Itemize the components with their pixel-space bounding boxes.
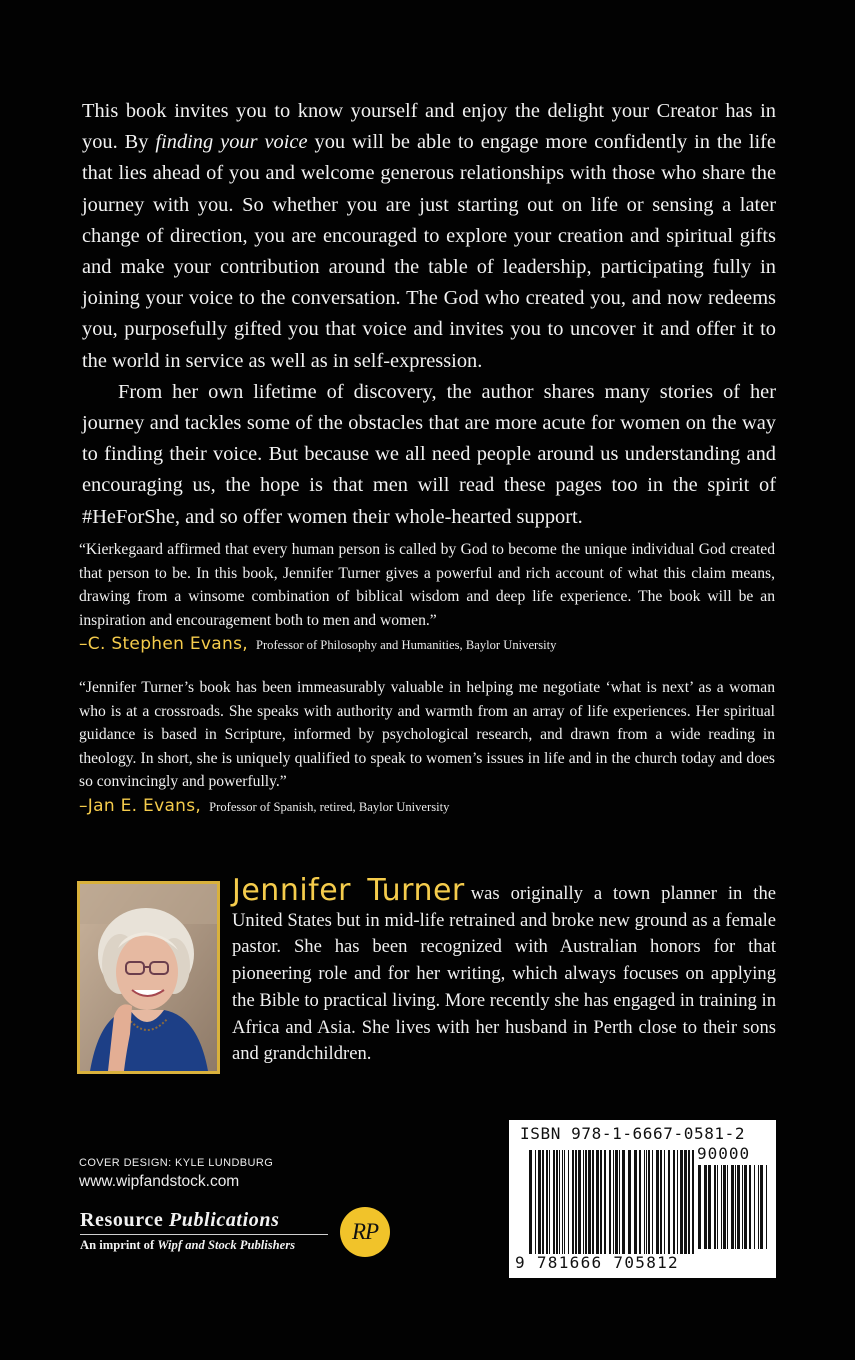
barcode-bar [684,1150,687,1254]
publisher-imprint [80,1209,328,1253]
endorser-name: –Jan E. Evans, [79,795,202,816]
barcode-addon-digits: 90000 [697,1144,751,1163]
barcode-bar [583,1150,584,1254]
barcode-bar [596,1150,599,1254]
blurb-paragraph-1 [82,96,776,377]
barcode-bar [619,1150,620,1254]
barcode-bar [553,1150,555,1254]
endorsement-1 [79,538,775,658]
publisher-name-italic: Publications [168,1209,280,1231]
blurb-p1-italic-phrase: finding your voice [155,131,308,154]
barcode-bar [578,1150,581,1254]
barcode-bar [572,1150,574,1254]
barcode-bar [708,1165,711,1249]
barcode-bar [677,1150,678,1254]
barcode-bar [717,1165,718,1249]
endorser-name: –C. Stephen Evans, [79,634,248,655]
isbn-barcode [509,1120,776,1278]
barcode-bar [639,1150,641,1254]
publisher-imprint-line [80,1238,328,1253]
publisher-name [80,1209,328,1232]
rp-logo-icon: RP [340,1207,390,1257]
blurb-paragraph-2: From her own lifetime of discovery, the author shares many stories of her journey and tackles some of the obstacles that are more acute for women on the way to finding their voice. But because we all need people around us understanding and encouraging us, the hope is that men will read these pages too in the spirit of #HeForShe, and so offer women their whole-hearted support. [82,380,776,528]
credits [79,1157,273,1191]
cover-design-credit: COVER DESIGN: KYLE LUNDBURG [79,1157,274,1169]
barcode-bar [549,1150,550,1254]
author-photo [77,881,220,1074]
barcode-bar [546,1150,548,1254]
barcode-bar [609,1150,611,1254]
barcode-bar [688,1150,690,1254]
barcode-bar [766,1165,767,1249]
barcode-bar [668,1150,670,1254]
barcode-bar [568,1150,569,1254]
barcode-bar [575,1150,577,1254]
barcode-bar [588,1150,591,1254]
barcode-bar [656,1150,659,1254]
barcode-bar [564,1150,565,1254]
endorser-title: Professor of Philosophy and Humanities, Baylor University [255,638,557,653]
barcode-bar [749,1165,751,1249]
isbn-label: ISBN 978-1-6667-0581-2 [520,1124,746,1143]
barcode-bar [704,1165,707,1249]
barcode-bar [585,1150,587,1254]
publisher-website: www.wipfandstock.com [79,1173,240,1190]
endorsement-2 [79,676,775,820]
publisher-name-regular: Resource [80,1209,164,1231]
barcode-bar [680,1150,683,1254]
barcode-bar [600,1150,602,1254]
author-portrait-illustration [80,884,217,1071]
barcode-bar [628,1150,631,1254]
barcode-bar [615,1150,618,1254]
author-bio-text [232,873,776,1068]
barcode-bar [559,1150,560,1254]
author-bio [232,873,776,1068]
endorsement-quote: “Kierkegaard affirmed that every human person is called by God to become the unique individual God created that person to be. In this book, Jennifer Turner gives a powerful and rich account of what this claim means, drawing from a winsome combination of biblical wisdom and deep life experience. The book will be an inspiration and encouragement both to men and women.” [79,541,775,629]
endorsement-attribution [79,795,775,820]
blurb-p1-start: This book invites you to know yourself and enjoy the delight your Creator has in you. By [82,100,776,154]
barcode-bar [731,1165,734,1249]
barcode-bar [727,1165,728,1249]
barcode-bar [744,1165,747,1249]
barcode-bar [652,1150,653,1254]
barcode-bar [529,1150,532,1254]
barcode-main-bars [529,1150,695,1254]
barcode-bar [622,1150,625,1254]
barcode-bar [644,1150,645,1254]
barcode-bar [692,1150,694,1254]
barcode-bar [714,1165,716,1249]
barcode-bar [742,1165,743,1249]
publisher-divider [80,1234,328,1235]
barcode-bar [737,1165,740,1249]
imprint-parent: Wipf and Stock Publishers [157,1238,296,1252]
imprint-prefix: An imprint of [80,1238,155,1252]
barcode-bar [556,1150,558,1254]
barcode-bar [660,1150,662,1254]
barcode-bar [758,1165,759,1249]
barcode-bar [648,1150,650,1254]
back-cover-blurb [82,96,776,533]
barcode-bar [634,1150,637,1254]
endorsement-quote: “Jennifer Turner’s book has been immeasurably valuable in helping me negotiate ‘what is next’ as a woman who is at a crossroads. She speaks with authority and warmth from an array of life experiences. Her spiritual guidance is based in Scripture, informed by psychological research, and drawn from a wide reading in theology. In short, she is uniquely qualified to speak to women’s issues in life and in the church today and does so convincingly and powerfully.” [79,679,775,791]
endorser-title: Professor of Spanish, retired, Baylor University [209,799,450,814]
barcode-addon-bars [698,1165,770,1249]
blurb-p1-end: you will be able to engage more confidently in the life that lies ahead of you and welcome generous relationships with those who share the journey with you. So whether you are just starting out on life or sensing a later change of direction, you are encouraged to explore your creation and spiritual gifts and make your contribution around the table of leadership, participating fully in joining your voice to the conversation. The God who created you, and now redeems you, purposefully gifted you that voice and invites you to uncover it and offer it to the world in service as well as in self-expression. [82,131,776,372]
barcode-bar [723,1165,726,1249]
barcode-bar [735,1165,736,1249]
barcode-bar [535,1150,536,1254]
barcode-bar [673,1150,675,1254]
ean-number: 9 781666 705812 [515,1253,679,1272]
barcode-bar [646,1150,647,1254]
barcode-bar [721,1165,722,1249]
barcode-bar [542,1150,544,1254]
barcode-bar [562,1150,563,1254]
author-name: Jennifer Turner [232,873,465,908]
author-bio-body: was originally a town planner in the United States but in mid-life retrained and broke new ground as a female pastor. She has been recognized with Australian honors for that pioneering role and for her writing, which always focuses on applying the Bible to practical living. More recently she has engaged in training in Africa and Asia. She lives with her husband in Perth close to their sons and grandchildren. [232,883,776,1065]
barcode-bar [592,1150,594,1254]
barcode-bar [760,1165,763,1249]
barcode-bar [538,1150,541,1254]
endorsement-attribution [79,633,775,658]
barcode-bar [613,1150,614,1254]
barcode-bar [698,1165,701,1249]
barcode-bar [754,1165,755,1249]
barcode-bar [604,1150,606,1254]
barcode-bar [664,1150,665,1254]
